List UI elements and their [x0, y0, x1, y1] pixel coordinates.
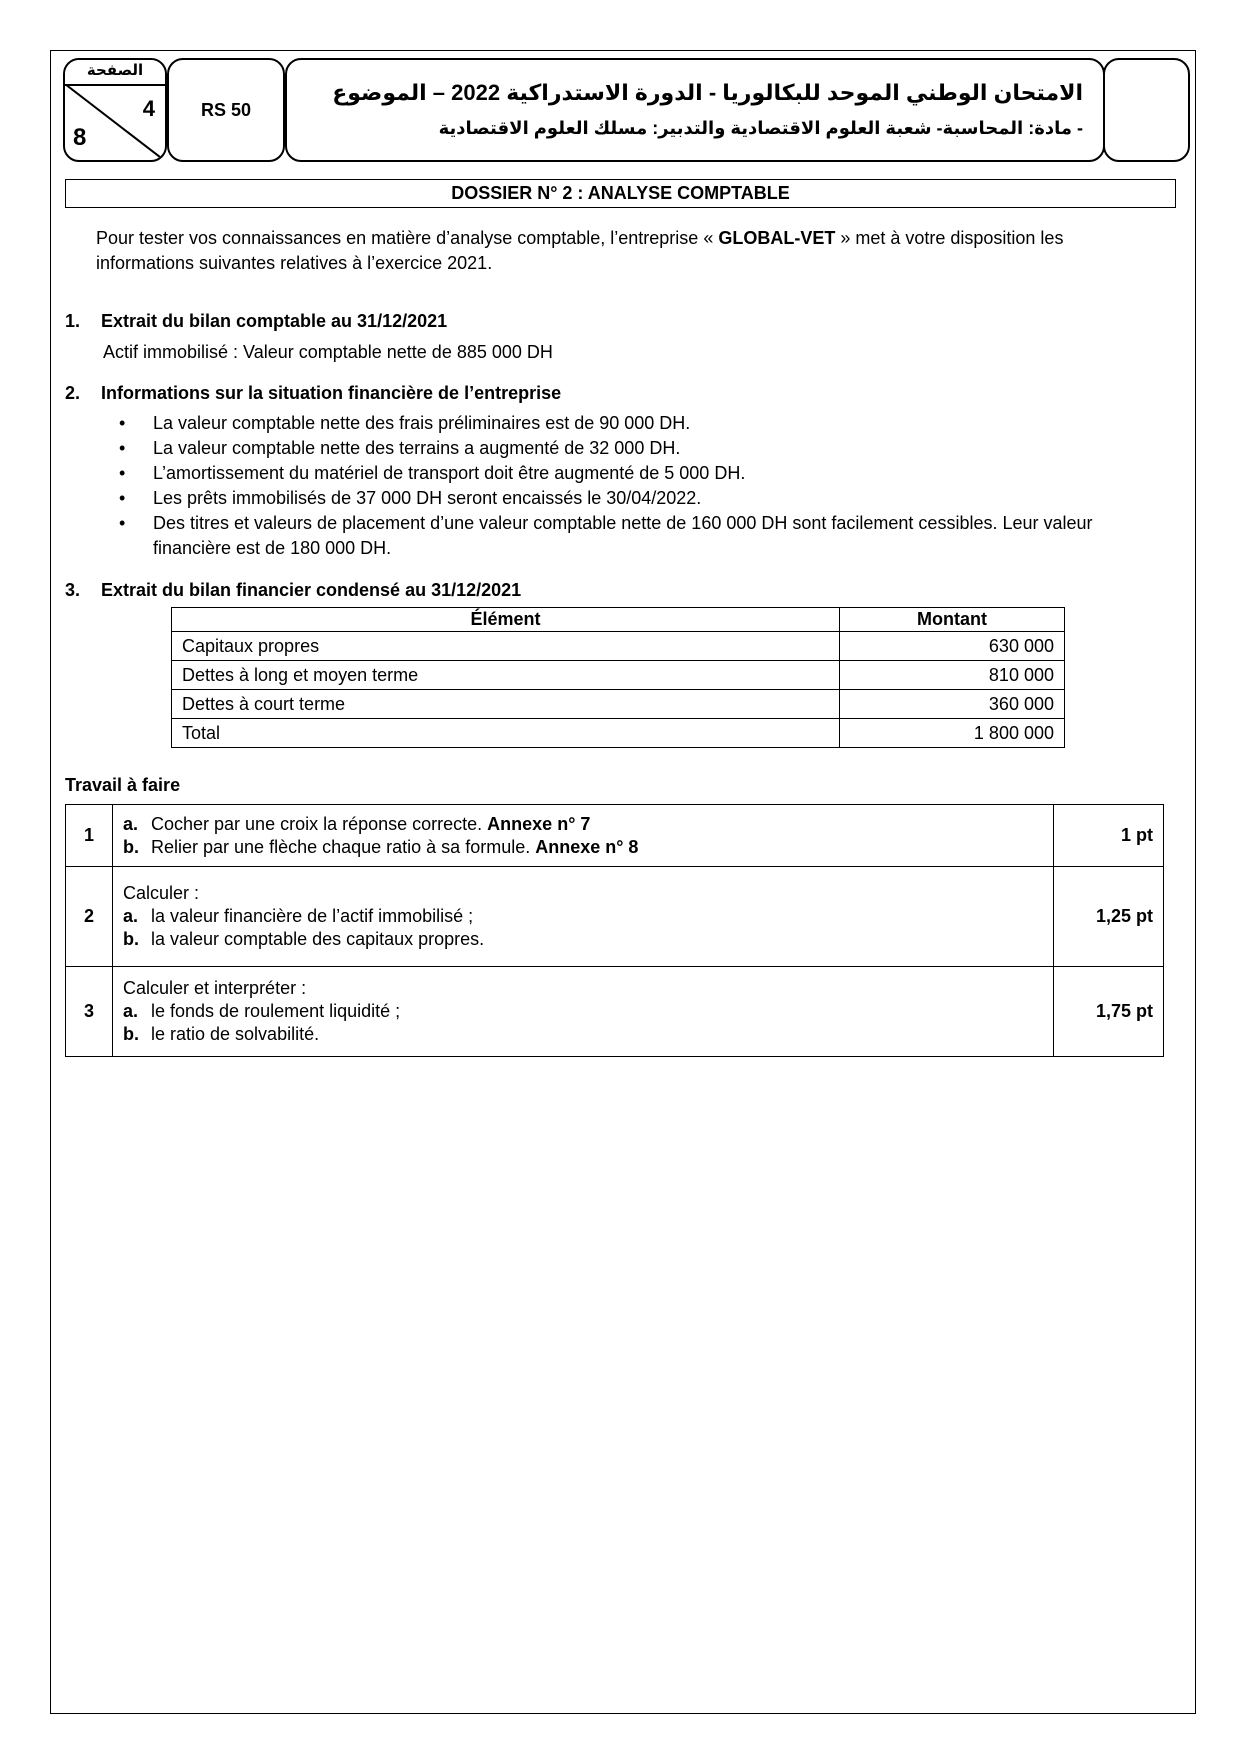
- column-header-amount: Montant: [840, 608, 1065, 632]
- bullet-item: • L’amortissement du matériel de transport doit être augmenté de 5 000 DH.: [115, 461, 1145, 486]
- bullet-item: • La valeur comptable nette des frais préliminaires est de 90 000 DH.: [115, 411, 1145, 436]
- item-text: Relier par une flèche chaque ratio à sa formule.: [151, 836, 536, 857]
- item-text: la valeur financière de l’actif immobilisé ;: [151, 906, 474, 926]
- task-item: [123, 813, 1043, 836]
- task-points: 1 pt: [1054, 805, 1164, 867]
- section-title: Informations sur la situation financière de l’entreprise: [101, 383, 562, 403]
- task-points: 1,75 pt: [1054, 967, 1164, 1057]
- item-letter: a.: [123, 1001, 139, 1021]
- task-points: 1,25 pt: [1054, 867, 1164, 967]
- row-amount: 810 000: [840, 661, 1065, 690]
- table-row: [172, 632, 1065, 661]
- bullet-item: • La valeur comptable nette des terrains a augmenté de 32 000 DH.: [115, 436, 1145, 461]
- bullet-item: • Des titres et valeurs de placement d’une valeur comptable nette de 160 000 DH sont facilement cessibles. Leur valeur financière est de 180 000 DH.: [115, 511, 1145, 561]
- exam-subtitle: - مادة: المحاسبة- شعبة العلوم الاقتصادية والتدبير: مسلك العلوم الاقتصادية: [438, 118, 1083, 138]
- page-total: 8: [73, 124, 87, 151]
- annex-ref: Annexe n° 8: [535, 836, 639, 857]
- task-row: [66, 867, 1164, 967]
- travail-heading: Travail à faire: [65, 775, 181, 795]
- company-name: GLOBAL-VET: [718, 228, 836, 248]
- task-body: [113, 967, 1054, 1057]
- exam-title: الامتحان الوطني الموحد للبكالوريا - الدورة الاستدراكية 2022 – الموضوع: [332, 80, 1083, 105]
- task-number: 2: [66, 867, 113, 967]
- task-row: [66, 805, 1164, 867]
- section-1-text: Actif immobilisé : Valeur comptable nette de 885 000 DH: [103, 342, 553, 362]
- task-body: [113, 805, 1054, 867]
- page-current: 4: [142, 96, 155, 121]
- item-text: le fonds de roulement liquidité ;: [151, 1001, 401, 1021]
- section-2-heading: [65, 383, 561, 404]
- row-amount: 630 000: [840, 632, 1065, 661]
- item-text: le ratio de solvabilité.: [151, 1024, 320, 1044]
- header-blank-box: [1103, 58, 1190, 162]
- financial-balance-table: [171, 607, 1065, 748]
- task-intro: Calculer et interpréter :: [123, 978, 307, 998]
- bullet-item: • Les prêts immobilisés de 37 000 DH seront encaissés le 30/04/2022.: [115, 486, 1145, 511]
- item-letter: a.: [123, 906, 139, 926]
- item-letter: b.: [123, 929, 139, 949]
- task-body: [113, 867, 1054, 967]
- table-row: [172, 661, 1065, 690]
- tasks-table: [65, 804, 1164, 1057]
- item-letter: b.: [123, 836, 139, 857]
- column-header-element: Élément: [172, 608, 840, 632]
- row-amount: 1 800 000: [840, 719, 1065, 748]
- row-label: Total: [172, 719, 840, 748]
- section-number: 3.: [65, 580, 81, 600]
- task-item: [123, 905, 1043, 928]
- section-title: Extrait du bilan financier condensé au 31/12/2021: [101, 580, 522, 600]
- item-text: la valeur comptable des capitaux propres.: [151, 929, 485, 949]
- task-item: [123, 928, 1043, 951]
- exam-title-box: [285, 58, 1105, 162]
- page-number-box: [63, 58, 167, 162]
- task-row: [66, 967, 1164, 1057]
- section-number: 2.: [65, 383, 81, 403]
- annex-ref: Annexe n° 7: [487, 813, 591, 834]
- task-number: 1: [66, 805, 113, 867]
- table-row: [172, 690, 1065, 719]
- table-header-row: [172, 608, 1065, 632]
- subject-code-box: [167, 58, 285, 162]
- info-bullet-list: [115, 411, 1145, 561]
- table-row: [172, 719, 1065, 748]
- item-letter: b.: [123, 1024, 139, 1044]
- intro-text-start: Pour tester vos connaissances en matière d’analyse comptable, l’entreprise «: [96, 228, 719, 248]
- section-1-heading: [65, 311, 447, 332]
- row-label: Capitaux propres: [172, 632, 840, 661]
- section-number: 1.: [65, 311, 81, 331]
- row-label: Dettes à long et moyen terme: [172, 661, 840, 690]
- section-3-heading: [65, 580, 521, 601]
- page-label: الصفحة: [65, 60, 165, 86]
- task-item: [123, 836, 1043, 859]
- row-label: Dettes à court terme: [172, 690, 840, 719]
- item-letter: a.: [123, 813, 139, 834]
- row-amount: 360 000: [840, 690, 1065, 719]
- task-item: [123, 1000, 1043, 1023]
- task-item: [123, 1023, 1043, 1046]
- task-intro: Calculer :: [123, 883, 200, 903]
- intro-text-end: » met à votre disposition les informations suivantes relatives à l’exercice 2021.: [96, 228, 1064, 273]
- task-number: 3: [66, 967, 113, 1057]
- intro-paragraph: [96, 226, 1136, 276]
- subject-code: RS 50: [200, 100, 252, 120]
- dossier-title: DOSSIER N° 2 : ANALYSE COMPTABLE: [65, 179, 1176, 208]
- item-text: Cocher par une croix la réponse correcte.: [151, 813, 488, 834]
- section-title: Extrait du bilan comptable au 31/12/2021: [101, 311, 448, 331]
